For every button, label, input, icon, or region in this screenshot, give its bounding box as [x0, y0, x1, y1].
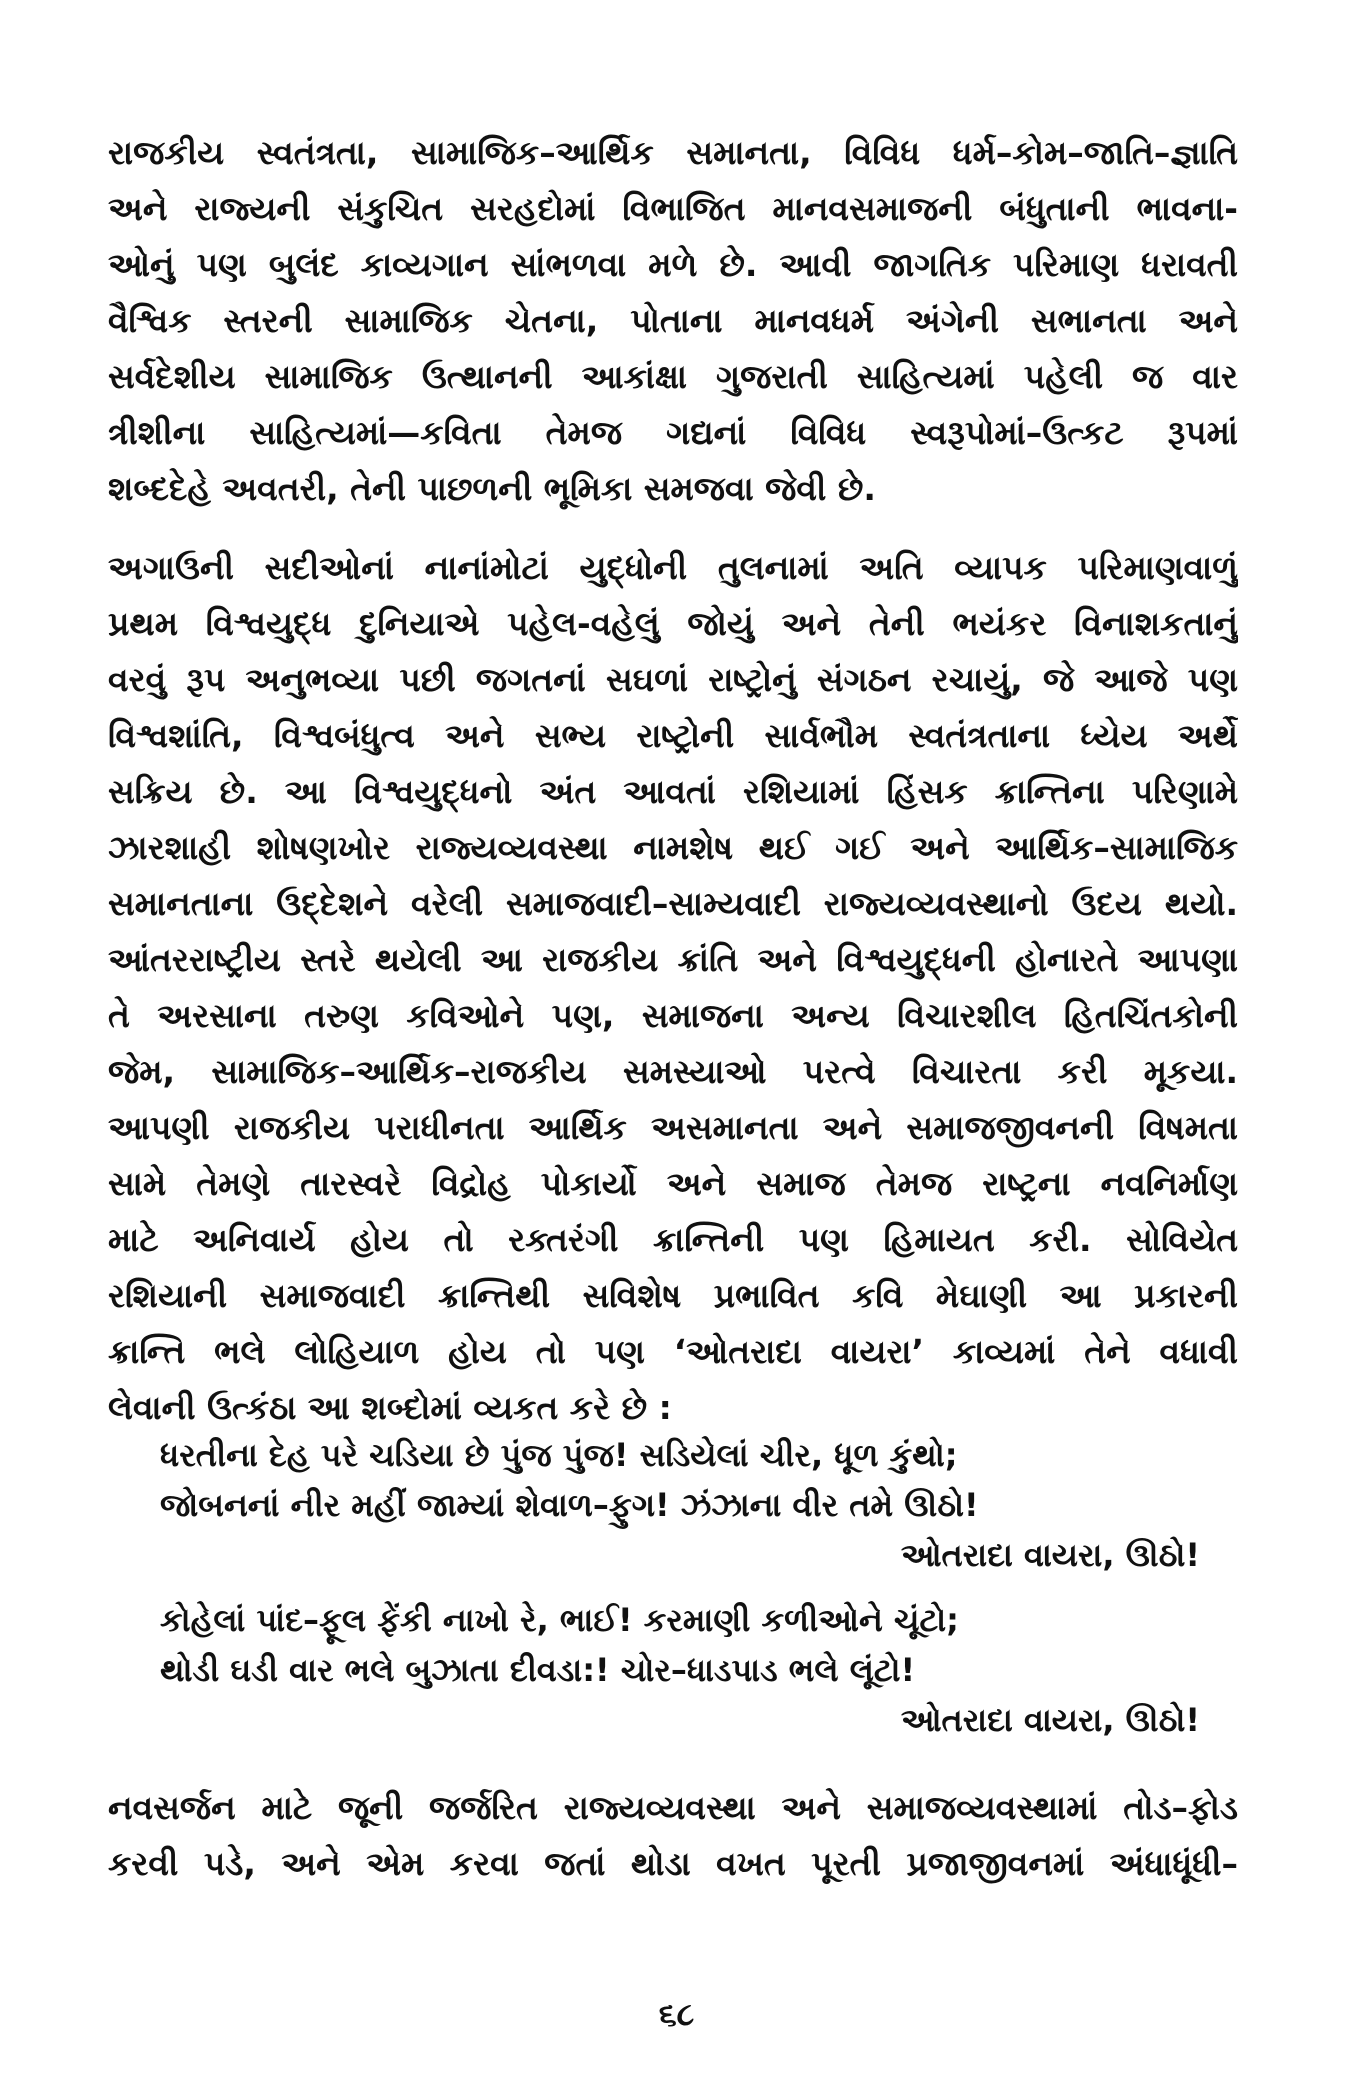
text-line: સર્વદેશીય સામાજિક ઉત્થાનની આકાંક્ષા ગુજરાતી સાહિત્યમાં પહેલી જ વાર [108, 357, 1238, 396]
text-line: રશિયાની સમાજવાદી ક્રાન્તિથી સવિશેષ પ્રભાવિત કવિ મેઘાણી આ પ્રકારની [108, 1276, 1238, 1315]
text-line: ક્રાન્તિ ભલે લોહિયાળ હોય તો પણ ‘ઓતરાદા વાયરા’ કાવ્યમાં તેને વધાવી [108, 1332, 1238, 1371]
text-line: કરવી પડે, અને એમ કરવા જતાં થોડા વખત પૂરતી પ્રજાજીવનમાં અંધાધૂંધી– [108, 1844, 1238, 1883]
text-line: ત્રીશીના સાહિત્યમાં—કવિતા તેમજ ગદ્યનાં વિવિધ સ્વરૂપોમાં–ઉત્કટ રૂપમાં [108, 413, 1238, 452]
text-line: માટે અનિવાર્ય હોય તો રક્તરંગી ક્રાન્તિની પણ હિમાયત કરી. સોવિયેત [108, 1220, 1238, 1259]
poem-line: ધરતીના દેહ પરે ચડિયા છે પુંજ પુંજ! સડિયેલાં ચીર, ધૂળ કુંથો; [160, 1436, 958, 1474]
poem-line: કોહેલાં પાંદ–ફૂલ ફેંકી નાખો રે, ભાઈ! કરમાણી કળીઓને ચૂંટો; [160, 1601, 959, 1639]
text-line: સામે તેમણે તારસ્વરે વિદ્રોહ પોકાર્યો અને સમાજ તેમજ રાષ્ટ્રના નવનિર્માણ [108, 1164, 1238, 1203]
text-line: વૈશ્વિક સ્તરની સામાજિક ચેતના, પોતાના માનવધર્મ અંગેની સભાનતા અને [108, 301, 1238, 340]
paragraph-2 [108, 540, 1238, 1436]
poem-stanza-1 [160, 1430, 1200, 1580]
text-line: આપણી રાજકીય પરાધીનતા આર્થિક અસમાનતા અને સમાજજીવનની વિષમતા [108, 1108, 1238, 1147]
text-line: સમાનતાના ઉદ્દેશને વરેલી સમાજવાદી–સામ્યવાદી રાજ્યવ્યવસ્થાનો ઉદય થયો. [108, 884, 1238, 923]
text-line: તે અરસાના તરુણ કવિઓને પણ, સમાજના અન્ય વિચારશીલ હિતચિંતકોની [108, 996, 1238, 1035]
text-line: વરવું રૂપ અનુભવ્યા પછી જગતનાં સઘળાં રાષ્ટ્રોનું સંગઠન રચાયું, જે આજે પણ [108, 660, 1238, 699]
poem-line: થોડી ઘડી વાર ભલે બુઝાતા દીવડા:! ચોર–ધાડપાડ ભલે લૂંટો! [160, 1651, 916, 1689]
text-line: આંતરરાષ્ટ્રીય સ્તરે થયેલી આ રાજકીય ક્રાંતિ અને વિશ્વયુદ્ધની હોનારતે આપણા [108, 940, 1238, 979]
page-number: ૬૮ [658, 1995, 695, 2033]
paragraph-3 [108, 1780, 1238, 1892]
text-line: નવસર્જન માટે જૂની જર્જરિત રાજ્યવ્યવસ્થા અને સમાજવ્યવસ્થામાં તોડ–ફોડ [108, 1788, 1238, 1827]
poem-line: જોબનનાં નીર મહીં જામ્યાં શેવાળ–ફુગ! ઝંઝાના વીર તમે ઊઠો! [160, 1486, 979, 1524]
poem-refrain: ઓતરાદા વાયરા, ઊઠો! [900, 1701, 1200, 1739]
poem-refrain: ઓતરાદા વાયરા, ઊઠો! [900, 1536, 1200, 1574]
text-line: રાજકીય સ્વતંત્રતા, સામાજિક–આર્થિક સમાનતા, વિવિધ ધર્મ–કોમ–જાતિ–જ્ઞાતિ [108, 133, 1238, 172]
text-line: શબ્દદેહે અવતરી, તેની પાછળની ભૂમિકા સમજવા જેવી છે. [108, 469, 876, 508]
text-line: ઝારશાહી શોષણખોર રાજ્યવ્યવસ્થા નામશેષ થઈ ગઈ અને આર્થિક–સામાજિક [108, 828, 1238, 867]
poem-stanza-2 [160, 1595, 1200, 1745]
text-line: પ્રથમ વિશ્વયુદ્ધ દુનિયાએ પહેલ-વહેલું જોયું અને તેની ભયંકર વિનાશકતાનું [108, 604, 1238, 643]
text-line: ઓનું પણ બુલંદ કાવ્યગાન સાંભળવા મળે છે. આવી જાગતિક પરિમાણ ધરાવતી [108, 245, 1238, 284]
text-line: સક્રિય છે. આ વિશ્વયુદ્ધનો અંત આવતાં રશિયામાં હિંસક ક્રાન્તિના પરિણામે [108, 772, 1238, 811]
text-line: લેવાની ઉત્કંઠા આ શબ્દોમાં વ્યકત કરે છે : [108, 1388, 672, 1427]
text-line: અને રાજ્યની સંકુચિત સરહદોમાં વિભાજિત માનવસમાજની બંધુતાની ભાવના- [108, 189, 1238, 228]
text-line: અગાઉની સદીઓનાં નાનાંમોટાં યુદ્ધોની તુલનામાં અતિ વ્યાપક પરિમાણવાળું [108, 548, 1238, 587]
text-line: વિશ્વશાંતિ, વિશ્વબંધુત્વ અને સભ્ય રાષ્ટ્રોની સાર્વભૌમ સ્વતંત્રતાના ધ્યેય અર્થે [108, 716, 1238, 755]
paragraph-1 [108, 125, 1238, 517]
text-line: જેમ, સામાજિક–આર્થિક–રાજકીય સમસ્યાઓ પરત્વે વિચારતા કરી મૂકયા. [108, 1052, 1238, 1091]
